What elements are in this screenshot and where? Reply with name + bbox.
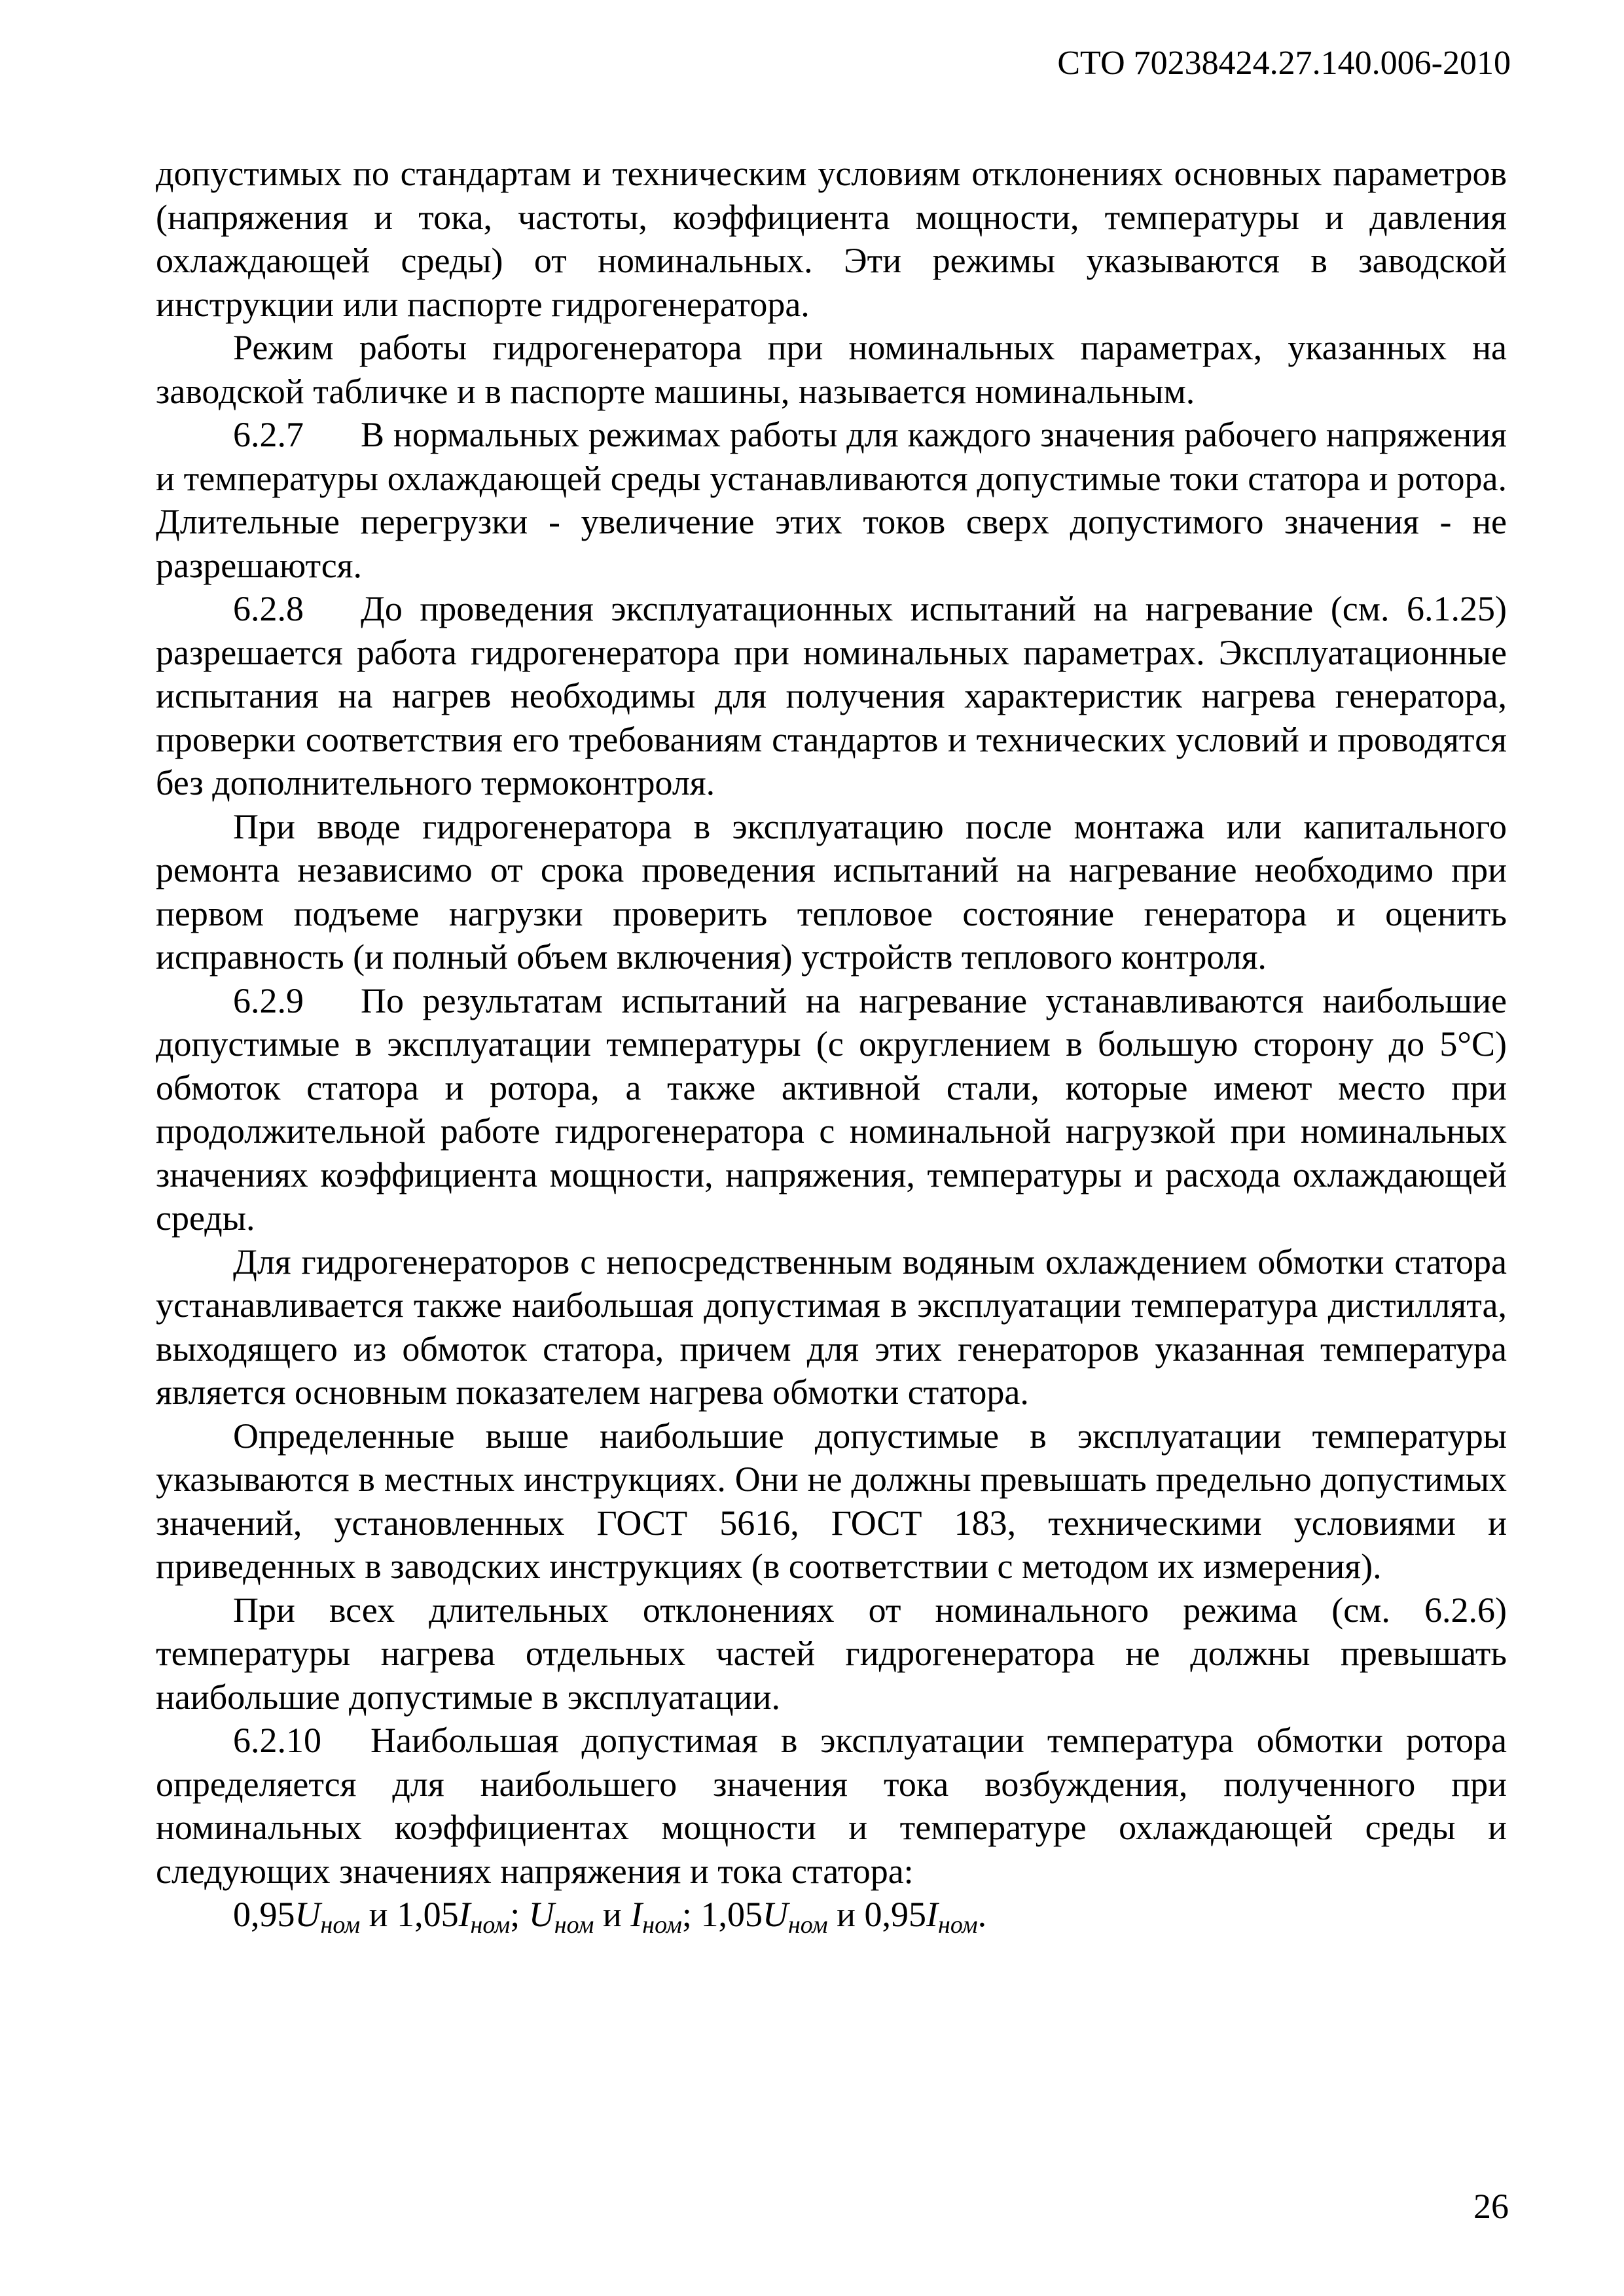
coefficient: 0,95	[864, 1895, 926, 1934]
conjunction: и	[360, 1895, 397, 1934]
voltage-symbol: U	[295, 1895, 321, 1934]
current-symbol: I	[926, 1895, 938, 1934]
nominal-subscript: ном	[554, 1911, 594, 1939]
clause-text: Наибольшая допустимая в эксплуатации температура обмотки ротора определяется для наибольшего значения тока возбуждения, полученного при номинальных коэффициентах мощности и температуре охлаждающей среды и следующих значениях напряжения и тока статора:	[156, 1721, 1507, 1891]
voltage-symbol: U	[762, 1895, 788, 1934]
nominal-subscript: ном	[787, 1911, 828, 1939]
clause-6-2-7	[156, 413, 1507, 587]
conjunction: и	[594, 1895, 631, 1934]
coefficient: 1,05	[700, 1895, 763, 1934]
formula-line	[156, 1893, 1507, 1937]
clause-text: В нормальных режимах работы для каждого значения рабочего напряжения и температуры охлаждающей среды устанавливаются допустимые токи статора и ротора. Длительные перегрузки - увеличение этих токов сверх допустимого значения - не разрешаются.	[156, 415, 1507, 585]
paragraph: Режим работы гидрогенератора при номинальных параметрах, указанных на заводской табличке и в паспорте машины, называется номинальным.	[156, 328, 1507, 411]
clause-number: 6.2.9	[233, 980, 304, 1020]
paragraph-continuation: допустимых по стандартам и техническим условиям отклонениях основных параметров (напряжения и тока, частоты, коэффициента мощности, температуры и давления охлаждающей среды) от номинальных. Эти режимы указываются в заводской инструкции или паспорте гидрогенератора.	[156, 154, 1507, 324]
clause-text: По результатам испытаний на нагревание устанавливаются наибольшие допустимые в эксплуатации температуры (с округлением в большую сторону до 5°С) обмоток статора и ротора, а также активной стали, которые имеют место при продолжительной работе гидрогенератора с номинальной нагрузкой при номинальных значениях коэффициента мощности, напряжения, температуры и расхода охлаждающей среды.	[156, 980, 1507, 1238]
page-number: 26	[1473, 2187, 1509, 2226]
conjunction: и	[827, 1895, 865, 1934]
nominal-subscript: ном	[470, 1911, 511, 1939]
current-symbol: I	[458, 1895, 471, 1934]
period: .	[977, 1895, 987, 1934]
voltage-symbol: U	[528, 1895, 554, 1934]
paragraph: Определенные выше наибольшие допустимые в эксплуатации температуры указываются в местных инструкциях. Они не должны превышать предельно допустимых значений, установленных ГОСТ 5616, ГОСТ 183, техническими условиями и приведенных в заводских инструкциях (в соответствии с методом их измерения).	[156, 1416, 1507, 1586]
separator: ;	[681, 1895, 701, 1934]
document-body	[156, 152, 1507, 1937]
clause-6-2-10	[156, 1719, 1507, 1893]
nominal-subscript: ном	[937, 1911, 978, 1939]
nominal-subscript: ном	[642, 1911, 682, 1939]
clause-6-2-8	[156, 587, 1507, 805]
clause-number: 6.2.10	[233, 1721, 321, 1760]
paragraph: При вводе гидрогенератора в эксплуатацию после монтажа или капитального ремонта независимо от срока проведения испытаний на нагревание необходимо при первом подъеме нагрузки проверить тепловое состояние генератора и оценить исправность (и полный объем включения) устройств теплового контроля.	[156, 806, 1507, 977]
paragraph: При всех длительных отклонениях от номинального режима (см. 6.2.6) температуры нагрева отдельных частей гидрогенератора не должны превышать наибольшие допустимые в эксплуатации.	[156, 1590, 1507, 1717]
nominal-subscript: ном	[320, 1911, 361, 1939]
document-code-header: СТО 70238424.27.140.006-2010	[1057, 45, 1511, 82]
separator: ;	[510, 1895, 529, 1934]
clause-6-2-9	[156, 979, 1507, 1240]
coefficient: 1,05	[397, 1895, 459, 1934]
clause-number: 6.2.7	[233, 415, 304, 454]
clause-number: 6.2.8	[233, 589, 304, 628]
paragraph: Для гидрогенераторов с непосредственным водяным охлаждением обмотки статора устанавливается также наибольшая допустимая в эксплуатации температура дистиллята, выходящего из обмоток статора, причем для этих генераторов указанная температура является основным показателем нагрева обмотки статора.	[156, 1242, 1507, 1412]
current-symbol: I	[630, 1895, 643, 1934]
coefficient: 0,95	[233, 1895, 295, 1934]
clause-text: До проведения эксплуатационных испытаний на нагревание (см. 6.1.25) разрешается работа гидрогенератора при номинальных параметрах. Эксплуатационные испытания на нагрев необходимы для получения характеристик нагрева генератора, проверки соответствия его требованиям стандартов и технических условий и проводятся без дополнительного термоконтроля.	[156, 589, 1507, 802]
